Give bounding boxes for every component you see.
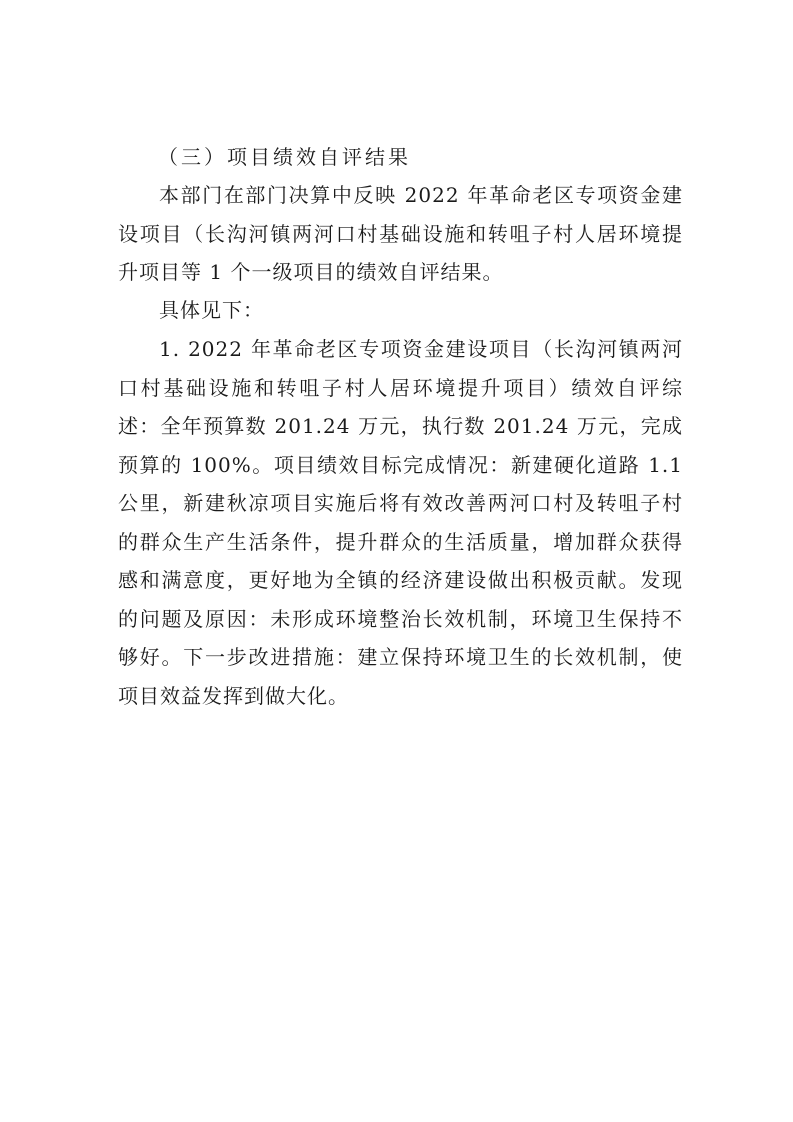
paragraph-project-review: 1. 2022 年革命老区专项资金建设项目（长沟河镇两河口村基础设施和转咀子村人居环境提升项目）绩效自评综述：全年预算数 201.24 万元，执行数 201.24 万元，完成预算的 100%。项目绩效目标完成情况：新建硬化道路 1.1 公里，新建秋凉项目实施后将有效改善两河口村及转咀子村的群众生产生活条件，提升群众的生活质量，增加群众获得感和满意度，更好地为全镇的经济建设做出积极贡献。发现的问题及原因：未形成环境整治长效机制，环境卫生保持不够好。下一步改进措施：建立保持环境卫生的长效机制，使项目效益发挥到做大化。 bbox=[118, 337, 683, 708]
paragraph-intro: 具体见下： bbox=[159, 298, 264, 322]
paragraph-summary: 本部门在部门决算中反映 2022 年革命老区专项资金建设项目（长沟河镇两河口村基础设施和转咀子村人居环境提升项目等 1 个一级项目的绩效自评结果。 bbox=[118, 183, 683, 284]
section-heading: （三）项目绩效自评结果 bbox=[158, 145, 411, 169]
